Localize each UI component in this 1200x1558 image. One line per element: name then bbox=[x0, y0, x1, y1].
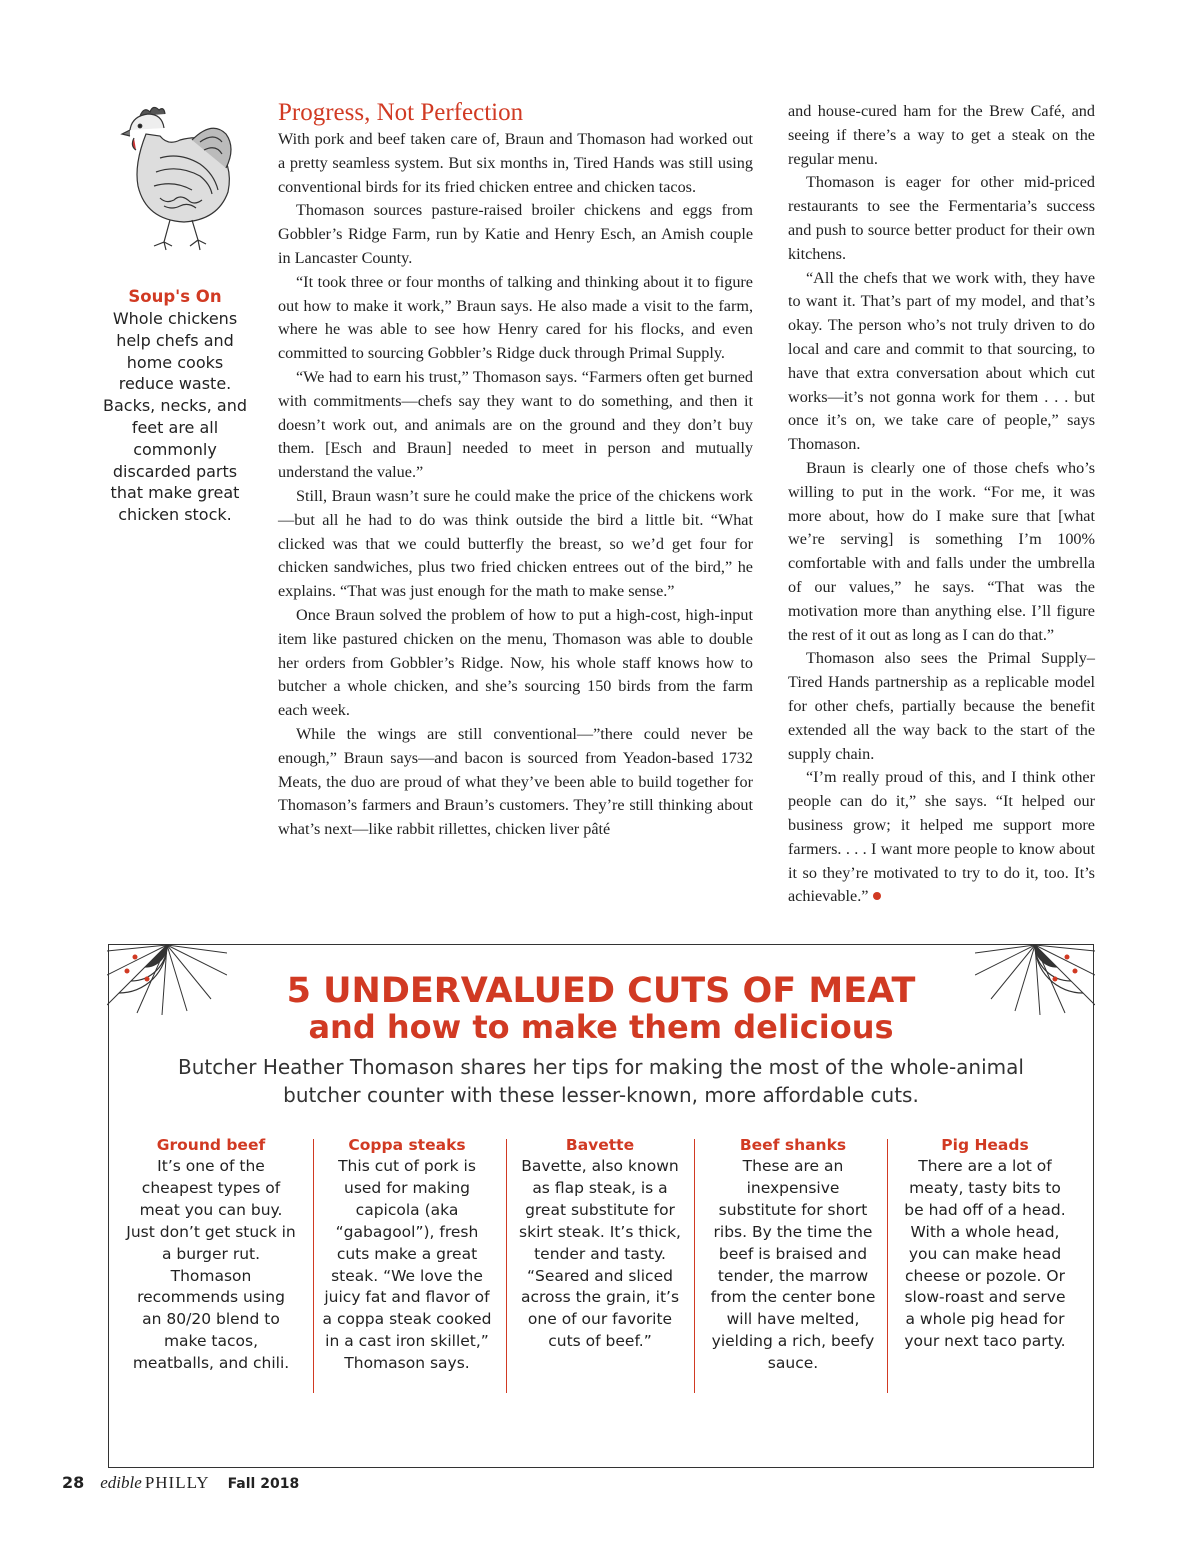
cuts-grid bbox=[121, 1135, 1081, 1405]
cut-body: It’s one of the cheapest types of meat you can buy. Just don’t get stuck in a burger rut. Thomason recommends using an 80/20 blend to make tacos, meatballs, and chili. bbox=[126, 1157, 296, 1373]
box-intro: Butcher Heather Thomason shares her tips for making the most of the whole-animal butcher counter with these lesser-known, more affordable cuts. bbox=[178, 1055, 1024, 1107]
box-title: 5 UNDERVALUED CUTS OF MEAT bbox=[286, 971, 916, 1011]
magazine-name-philly: PHILLY bbox=[144, 1473, 210, 1492]
cut-beef-shanks bbox=[707, 1135, 879, 1375]
paragraph: While the wings are still conventional—”there could never be enough,” Braun says—and bacon is sourced from Yeadon-based 1732 Meats, the duo are proud of what they’ve been able to build together for Thomason’s farmers and Braun’s customers. They’re still thinking about what’s next—like rabbit rillettes, chicken liver pâté bbox=[278, 724, 753, 839]
paragraph: Thomason sources pasture-raised broiler chickens and eggs from Gobbler’s Ridge Farm, run by Katie and Henry Esch, an Amish couple in Lancaster County. bbox=[278, 201, 753, 267]
hen-illustration bbox=[100, 98, 250, 268]
cut-title: Ground beef bbox=[156, 1136, 266, 1154]
column-divider bbox=[887, 1139, 888, 1393]
column-divider bbox=[694, 1139, 695, 1393]
paragraph: “All the chefs that we work with, they have to want it. That’s part of my model, and that’s okay. The person who’s not truly driven to do local and care and commit to that sourcing, to have that extra conversation about which cut works—it’s not gonna work for them . . . but once it’s on, we take care of people,” says Thomason. bbox=[788, 268, 1095, 454]
cut-title: Bavette bbox=[565, 1136, 635, 1154]
cut-body: There are a lot of meaty, tasty bits to be had off of a head. With a whole head, you can make head cheese or pozole. Or slow-roast and serve a whole pig head for your next taco party. bbox=[904, 1157, 1066, 1351]
undervalued-cuts-box bbox=[108, 944, 1094, 1468]
sidebar-title: Soup's On bbox=[128, 287, 222, 306]
paragraph: Still, Braun wasn’t sure he could make the price of the chickens work—but all he had to do was think outside the bird a little bit. “What clicked was that we could butterfly the breast, so we’d get four for chicken sandwiches, plus two fried chicken entrees out of the bird,” he explains. “That was just enough for the math to make sense.” bbox=[278, 486, 753, 601]
box-subtitle: and how to make them delicious bbox=[308, 1008, 894, 1046]
paragraph-final-text: “I’m really proud of this, and I think other people can do it,” she says. “It helped our business grow; it helped me support more farmers. . . . I want more people to know about it so they’re motivated to try to do it, too. It’s achievable.” bbox=[788, 768, 1095, 906]
cut-body: This cut of pork is used for making capicola (aka “gabagool”), fresh cuts make a great steak. “We love the juicy fat and flavor of a coppa steak cooked in a cast iron skillet,” Thomason says. bbox=[322, 1157, 492, 1373]
column-divider bbox=[313, 1139, 314, 1393]
paragraph: “We had to earn his trust,” Thomason says. “Farmers often get burned with commitments—chefs say they want to do something, and then it doesn’t work out, and animals are on the ground and they don’t buy them. [Esch and Braun] needed to meet in person and mutually understand the value.” bbox=[278, 367, 753, 482]
page-number: 28 bbox=[62, 1473, 85, 1492]
cut-bavette bbox=[514, 1135, 686, 1353]
issue-date: Fall 2018 bbox=[227, 1476, 300, 1492]
sidebar-body: Whole chickens help chefs and home cooks reduce waste. Backs, necks, and feet are all commonly discarded parts that make great chicken stock. bbox=[102, 309, 247, 525]
paragraph-final bbox=[788, 766, 1095, 909]
page-footer bbox=[62, 1473, 299, 1495]
paragraph: Braun is clearly one of those chefs who’s willing to put in the work. “For me, it was more about, how do I make sure that [what we’re serving] is something I’m 100% comfortable with and falls under the umbrella of our values,” he says. “That was the motivation more than anything else. I’ll figure the rest of it out as long as I can do that.” bbox=[788, 458, 1095, 644]
article-column-2 bbox=[788, 100, 1095, 909]
column-divider bbox=[506, 1139, 507, 1393]
paragraph: Thomason also sees the Primal Supply–Tired Hands partnership as a replicable model for other chefs, partially because the benefit extended all the way back to the start of the supply chain. bbox=[788, 649, 1095, 763]
paragraph: “It took three or four months of talking and thinking about it to figure out how to make it work,” Braun says. He also made a visit to the farm, where he was able to see how Henry cared for his flocks, and even committed to sourcing Gobbler’s Ridge duck through Primal Supply. bbox=[278, 272, 753, 363]
article-column-1 bbox=[278, 100, 753, 842]
cut-body: These are an inexpensive substitute for short ribs. By the time the beef is braised and tender, the marrow from the center bone will have melted, yielding a rich, beefy sauce. bbox=[710, 1157, 876, 1373]
cut-title: Coppa steaks bbox=[348, 1136, 466, 1154]
section-heading: Progress, Not Perfection bbox=[278, 99, 524, 126]
sidebar-caption bbox=[100, 286, 250, 526]
cut-ground-beef bbox=[125, 1135, 297, 1375]
cut-pig-heads bbox=[899, 1135, 1071, 1353]
end-dot-icon bbox=[873, 892, 881, 900]
paragraph: Thomason is eager for other mid-priced restaurants to see the Fermentaria’s success and push to source better product for their own kitchens. bbox=[788, 173, 1095, 263]
paragraph: Once Braun solved the problem of how to put a high-cost, high-input item like pastured chicken on the menu, Thomason was able to double her orders from Gobbler’s Ridge. Now, his whole staff knows how to butcher a whole chicken, and she’s sourcing 150 birds from the farm each week. bbox=[278, 605, 753, 720]
paragraph: With pork and beef taken care of, Braun and Thomason had worked out a pretty seamless system. But six months in, Tired Hands was still using conventional birds for its fried chicken entree and chicken tacos. bbox=[278, 130, 753, 196]
cut-title: Beef shanks bbox=[739, 1136, 847, 1154]
cut-coppa-steaks bbox=[321, 1135, 493, 1375]
cut-title: Pig Heads bbox=[941, 1136, 1029, 1154]
cut-body: Bavette, also known as flap steak, is a great substitute for skirt steak. It’s thick, tender and tasty. “Seared and sliced across the grain, it’s one of our favorite cuts of beef.” bbox=[519, 1157, 681, 1351]
magazine-name-edible: edible bbox=[100, 1473, 142, 1492]
paragraph: and house-cured ham for the Brew Café, and seeing if there’s a way to get a steak on the regular menu. bbox=[788, 102, 1095, 168]
